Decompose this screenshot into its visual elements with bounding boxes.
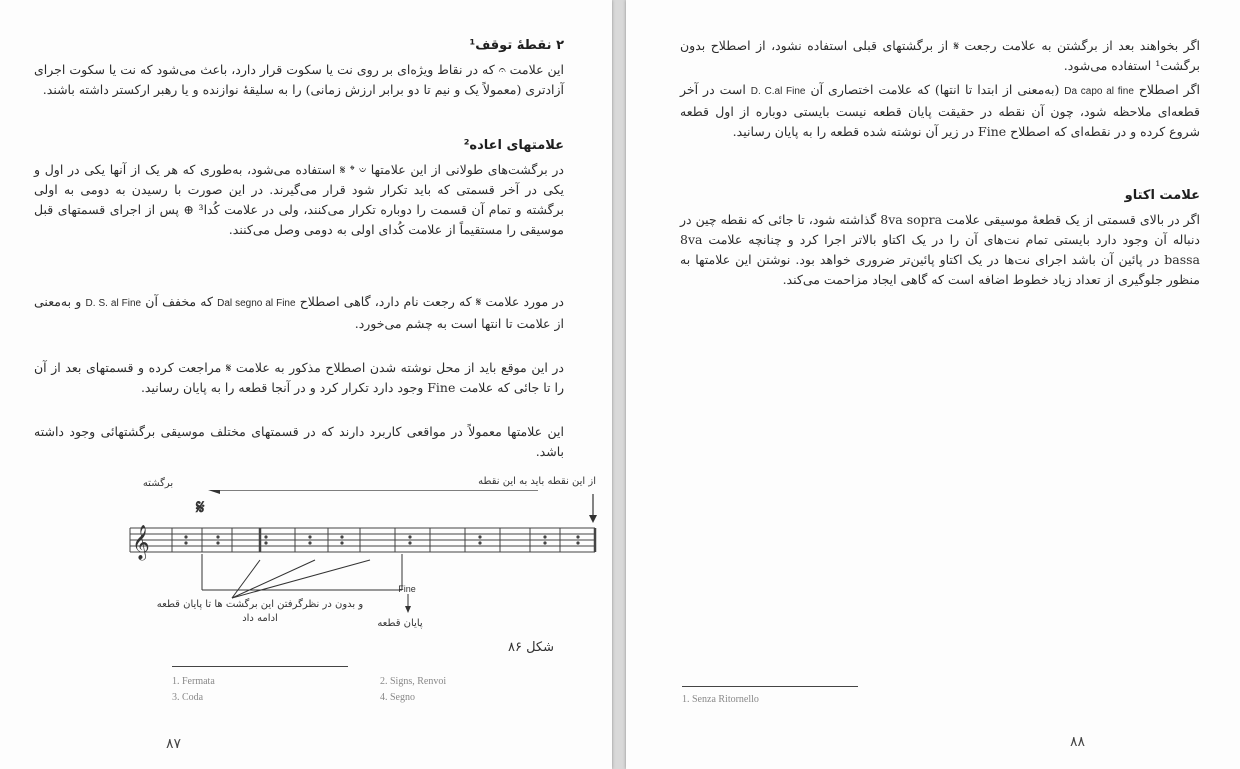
da-capo-text-post: است در آخر قطعه‌ای ملاحظه شود، چون آن نقطه در حقیقت پایان قطعه نیست بایستی دوباره از اول قطعه شروع کرده و در نقطه‌ای که اصطلاح Fine در زیر آن نوشته شده قطعه را به پایان رسانید. [680, 82, 1200, 139]
heading-fermata: ۲ نقطهٔ توقف¹ [469, 38, 564, 53]
paragraph-fermata: این علامت 𝄐 که در نقاط ویژه‌ای بر روی نت یا سکوت قرار دارد، باعث می‌شود که نت یا سکوت اجرای آزادتری (معمولاً یک و نیم تا دو برابر ارزش زمانی) را به سلیقهٔ نوازنده و یا رهبر ارکستر داشته باشند. [34, 62, 564, 97]
paragraph-usage: این علامتها معمولاً در مواقعی کاربرد دارند که در قسمتهای مختلف موسیقی برگشتهائی وجود داشته باشد. [34, 424, 564, 459]
pointer-line-3 [232, 560, 370, 598]
paragraph-return-to-segno: در این موقع باید از محل نوشته شدن اصطلاح مذکور به علامت 𝄋 مراجعت کرده و قسمتهای بعد از آن را تا جائی که علامت Fine وجود دارد تکرار کرد و در آنجا قطعه را به پایان رسانید. [34, 360, 565, 395]
left-page [0, 0, 612, 769]
ds-al-fine-term: D. S. al Fine [85, 298, 142, 309]
figure-caption: شکل ۸۶ [507, 640, 554, 655]
music-staff [130, 528, 595, 552]
paragraph-repeat-signs: در برگشت‌های طولانی از این علامتها 𝄋 𝄌 𝄑 استفاده می‌شود، به‌طوری که هر یک از آنها یکی در اول و یکی در آخر قسمتی که باید تکرار شود قرار می‌گیرند. در این صورت با رسیدن به دومی به اولی برگشته و تمام آن قسمت را دوباره تکرار می‌کنند، ولی در علامت کُدا³ ⊕ پس از اجرای قسمتهای قبل موسیقی را مستقیماً از علامت کُدای اولی به دومی وصل می‌کنند. [34, 162, 564, 237]
footnote-1: 1. Fermata [172, 676, 215, 687]
page-number-right: ۸۸ [1070, 734, 1086, 750]
footnote-2: 2. Signs, Renvoi [380, 676, 447, 687]
figure-label-continue: و بدون در نظرگرفتن این برگشت ها تا پایان قطعه ادامه داد [156, 599, 364, 624]
dal-segno-term: Dal segno al Fine [217, 298, 296, 309]
da-capo-term: Da capo al fine [1064, 86, 1134, 97]
heading-repeat-signs: علامتهای اعاده² [463, 138, 564, 153]
figure-label-fine: Fine [398, 584, 416, 594]
da-capo-text-mid: (به‌معنی از ابتدا تا انتها) که علامت اختصاری آن [810, 82, 1060, 97]
footnote-rule [172, 666, 348, 667]
return-arrow-head [208, 490, 220, 494]
paragraph-no-repeat: اگر بخواهند بعد از برگشتن به علامت رجعت 𝄋 از برگشتهای قبلی استفاده نشود، از اصطلاح بدون برگشت¹ استفاده می‌شود. [680, 38, 1200, 73]
footnote-3: 3. Coda [172, 692, 204, 703]
treble-clef-icon: 𝄞 [132, 525, 150, 560]
footnote-senza-ritornello: 1. Senza Ritornello [682, 694, 759, 705]
paragraph-dal-segno [34, 292, 564, 334]
figure-label-return: برگشته [142, 478, 174, 489]
dc-al-fine-term: D. C.al Fine [750, 86, 806, 97]
dal-segno-text-post: و به‌معنی از علامت تا انتها است به چشم می‌خورد. [34, 294, 564, 331]
footnote-4: 4. Segno [380, 692, 415, 703]
figure-label-from-point: از این نقطه باید به این نقطه [478, 476, 596, 487]
heading-octave: علامت اکتاو [1124, 188, 1200, 203]
paragraph-da-capo [680, 80, 1200, 142]
segno-sign-icon: 𝄋 [196, 495, 205, 519]
figure-label-end: پایان قطعه [377, 618, 423, 629]
fine-arrow-head [405, 606, 411, 613]
da-capo-text-pre: اگر اصطلاح [1138, 82, 1200, 97]
dal-segno-text-mid: که مخفف آن [145, 294, 213, 309]
pointer-line-1 [232, 560, 260, 598]
footnote-rule-right [682, 686, 858, 687]
paragraph-octave: اگر در بالای قسمتی از یک قطعهٔ موسیقی علامت 8va sopra گذاشته شود، تا جائی که نقطه چین در دنباله آن وجود دارد بایستی تمام نت‌های آن را در یک اکتاو بالاتر اجرا کرد و چنانچه علامت 8va bassa در پائین آن باشد اجرای نت‌ها در یک اکتاو پائین‌تر ضروری خواهد بود. نوشتن این علامتها به منظور جلوگیری از تعداد زیاد خطوط اضافه است که گاهی ایجاد مزاحمت می‌کند. [680, 212, 1200, 287]
right-page [626, 0, 1240, 769]
page-number-left: ۸۷ [166, 736, 182, 752]
down-arrow-head [589, 515, 597, 523]
dal-segno-text-pre: در مورد علامت 𝄋 که رجعت نام دارد، گاهی اصطلاح [299, 294, 564, 309]
